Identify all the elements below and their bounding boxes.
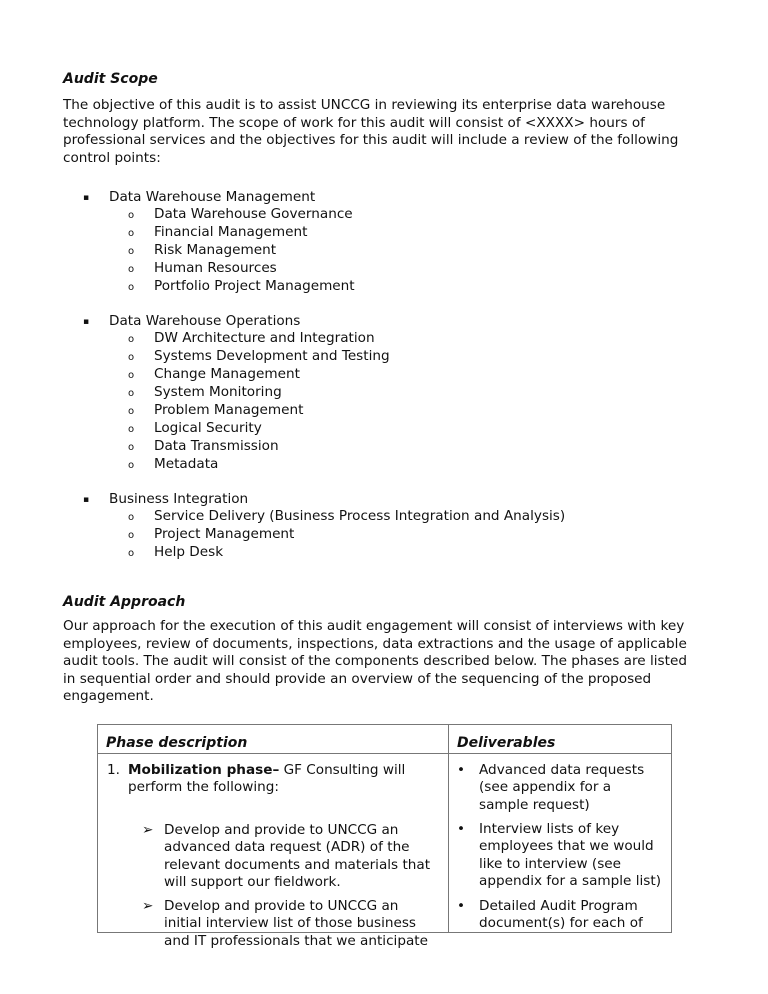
circle-bullet-icon: o xyxy=(128,264,135,275)
phase-title: Mobilization phase– GF Consulting will perform the following: xyxy=(128,761,406,796)
phase-number: 1. xyxy=(107,761,120,778)
audit-scope-paragraph xyxy=(63,97,713,167)
table-row xyxy=(98,753,672,932)
deliverables-cell: • Advanced data requests (see appendix for a sample request) • Interview lists of key employees that we would like to interview (see appendix for a sample list) • Detailed Audit Program document(s) for each of xyxy=(449,753,672,932)
paragraph-line: professional services and the objectives for this audit will include a review of the following xyxy=(63,132,679,149)
square-bullet-icon: ▪ xyxy=(83,317,90,327)
circle-bullet-icon: o xyxy=(128,282,135,293)
audit-scope-heading: Audit Scope xyxy=(63,71,158,87)
group-title: Data Warehouse Operations xyxy=(109,313,301,329)
circle-bullet-icon: o xyxy=(128,530,135,541)
column-header-deliverables: Deliverables xyxy=(449,725,672,754)
circle-bullet-icon: o xyxy=(128,406,135,417)
paragraph-line: control points: xyxy=(63,149,161,166)
document-page: Audit Scope The objective of this audit is to assist UNCCG in reviewing its enterprise data warehouse technology platform. The scope of work for this audit will consist of <XXXX> hours of professional services and the objectives for this audit will include a review of the following control points: ▪ Data Warehouse Management o Data Warehouse Governance o Financial Management o Risk Management o Human Resources o Portfolio Project Management ▪ Data Warehouse Operations o DW Architecture and Integration o Systems Development and Testing o Change Management o System Monitoring o Problem Management o Logical Security o Data Transmission o Metadata ▪ Business Integration o Service Delivery (Business Process Integration and Analysis) o Project Management o Help Desk Audit Approach Our approach for the execution of this audit engagement will consist of interviews with key employees, review of documents, inspections, data extractions and the usage of applicable audit tools. The audit will consist of the components described below. The phases are listed in sequential order and should provide an overview of the sequencing of the proposed engagement. Phase description Deliverables 1. Mobilization phase– GF Consulting will perform the following: ➢ Develop and provide to UNCCG an advanced data request (ADR) of the relevant documents and materials that will support our fieldwork. ➢ Develop and provide to UNCCG an initial interview list of those business and IT professionals that we anticipate • Advanced data requests (see appendix for a sample request) • Interview lists of key employees that we would like to interview (see appendix for a sample list) • Detailed Audit Program document(s) for each of xyxy=(0,0,768,994)
circle-bullet-icon: o xyxy=(128,548,135,559)
column-header-phase: Phase description xyxy=(98,725,449,754)
audit-approach-heading: Audit Approach xyxy=(63,594,186,610)
circle-bullet-icon: o xyxy=(128,512,135,523)
circle-bullet-icon: o xyxy=(128,210,135,221)
audit-approach-paragraph xyxy=(63,618,713,706)
circle-bullet-icon: o xyxy=(128,246,135,257)
phase-table xyxy=(97,724,672,949)
paragraph-line: Our approach for the execution of this audit engagement will consist of interviews with key xyxy=(63,618,685,634)
circle-bullet-icon: o xyxy=(128,442,135,453)
circle-bullet-icon: o xyxy=(128,388,135,399)
square-bullet-icon: ▪ xyxy=(83,495,90,505)
group-title: Data Warehouse Management xyxy=(109,189,316,205)
group-title: Business Integration xyxy=(109,491,249,507)
paragraph-line: in sequential order and should provide an overview of the sequencing of the proposed xyxy=(63,670,652,687)
dot-bullet-icon: • xyxy=(457,820,466,837)
phase-name: Mobilization phase– xyxy=(128,761,280,778)
paragraph-line: The objective of this audit is to assist UNCCG in reviewing its enterprise data warehouse xyxy=(63,97,666,113)
dot-bullet-icon: • xyxy=(457,897,466,914)
paragraph-line: employees, review of documents, inspections, data extractions and the usage of applicable xyxy=(63,635,687,652)
circle-bullet-icon: o xyxy=(128,424,135,435)
circle-bullet-icon: o xyxy=(128,370,135,381)
dot-bullet-icon: • xyxy=(457,761,466,778)
arrow-bullet-icon: ➢ xyxy=(142,897,154,914)
circle-bullet-icon: o xyxy=(128,352,135,363)
arrow-bullet-icon: ➢ xyxy=(142,821,154,838)
paragraph-line: audit tools. The audit will consist of the components described below. The phases are listed xyxy=(63,653,687,670)
table-header-row xyxy=(98,725,672,754)
circle-bullet-icon: o xyxy=(128,228,135,239)
phase-cell: 1. Mobilization phase– GF Consulting will perform the following: ➢ Develop and provide to UNCCG an advanced data request (ADR) of the relevant documents and materials that will support our fieldwork. ➢ Develop and provide to UNCCG an initial interview list of those business and IT professionals that we anticipate xyxy=(98,753,449,932)
circle-bullet-icon: o xyxy=(128,460,135,471)
circle-bullet-icon: o xyxy=(128,334,135,345)
paragraph-line: engagement. xyxy=(63,688,154,705)
paragraph-line: technology platform. The scope of work for this audit will consist of <XXXX> hours of xyxy=(63,114,645,131)
square-bullet-icon: ▪ xyxy=(83,193,90,203)
